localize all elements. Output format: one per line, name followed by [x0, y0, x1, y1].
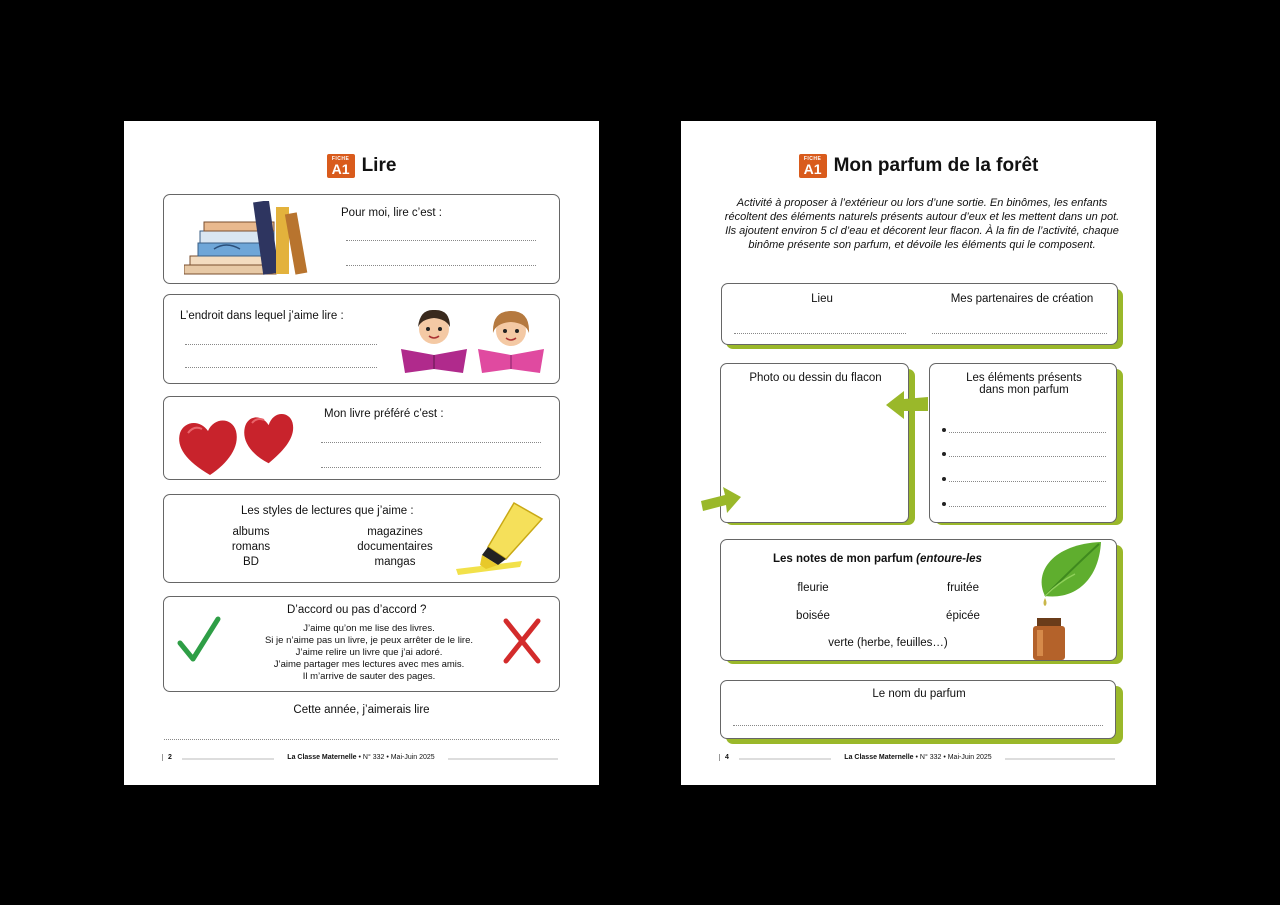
- page-title: [681, 154, 1156, 178]
- highlighter-icon: [454, 499, 554, 575]
- notes-label: [773, 553, 982, 565]
- footer-text: [836, 754, 1000, 761]
- partners-label: Mes partenaires de création: [950, 293, 1094, 305]
- fiche-badge: [327, 154, 355, 178]
- style-documentaires: documentaires: [357, 541, 433, 553]
- card-label: Pour moi, lire c’est :: [341, 207, 442, 219]
- badge-code: A1: [803, 160, 822, 177]
- answer-line[interactable]: [185, 367, 377, 368]
- lieu-input-line[interactable]: [734, 333, 906, 334]
- fiche-badge: [799, 154, 827, 178]
- bullet: [942, 428, 946, 432]
- element-input-line[interactable]: [949, 432, 1106, 433]
- card-label: Mon livre préféré c’est :: [324, 408, 444, 420]
- statement: Si je n’aime pas un livre, je peux arrêter de le lire.: [264, 635, 474, 646]
- footer-rule: [182, 758, 274, 760]
- card-label: L’endroit dans lequel j’aime lire :: [180, 310, 344, 322]
- leaf-bottle-icon: [1023, 538, 1117, 662]
- partners-input-line[interactable]: [932, 333, 1107, 334]
- page-number: 2: [162, 754, 172, 761]
- statement: J’aime partager mes lectures avec mes amis.: [273, 659, 465, 670]
- answer-line[interactable]: [321, 467, 541, 468]
- page-number: 4: [719, 754, 729, 761]
- statement: J’aime relire un livre que j’ai adoré.: [295, 647, 443, 658]
- card-lieu-partenaires: [721, 283, 1118, 345]
- page-footer: [162, 754, 560, 764]
- card-nom-parfum: [720, 680, 1116, 739]
- worksheet-page-lire: [124, 121, 599, 785]
- photo-label: Photo ou dessin du flacon: [749, 372, 882, 384]
- boy-reading-icon: [401, 303, 467, 375]
- card-label: Les styles de lectures que j’aime :: [241, 505, 414, 517]
- hearts-icon: [176, 403, 306, 477]
- name-input-line[interactable]: [733, 725, 1103, 726]
- answer-line[interactable]: [321, 442, 541, 443]
- page-footer: [719, 754, 1117, 764]
- magazine-name: La Classe Maternelle: [844, 754, 914, 761]
- cross-icon: [500, 617, 544, 665]
- card-lire-c-est: [163, 194, 560, 284]
- notes-label-italic: (entoure-les: [916, 553, 982, 565]
- style-mangas: mangas: [374, 556, 416, 568]
- bottom-prompt: Cette année, j’aimerais lire: [293, 704, 430, 716]
- footer-rule: [739, 758, 831, 760]
- notes-label-main: Les notes de mon parfum: [773, 553, 917, 565]
- badge-label: FICHE: [803, 155, 822, 162]
- page-title: [124, 154, 599, 178]
- badge-label: FICHE: [331, 155, 350, 162]
- badge-code: A1: [331, 160, 350, 177]
- style-magazines: magazines: [367, 526, 423, 538]
- bullet: [942, 452, 946, 456]
- answer-line[interactable]: [346, 240, 536, 241]
- element-input-line[interactable]: [949, 506, 1106, 507]
- elements-label-line1: Les éléments présents: [966, 372, 1082, 384]
- note-verte[interactable]: verte (herbe, feuilles…): [828, 637, 948, 649]
- elements-label-line2: dans mon parfum: [979, 384, 1069, 396]
- arrow-right-icon: [701, 483, 743, 517]
- element-input-line[interactable]: [949, 456, 1106, 457]
- books-icon: [184, 201, 322, 279]
- issue-info: • N° 332 • Mai-Juin 2025: [913, 754, 992, 761]
- style-bd: BD: [243, 556, 259, 568]
- card-photo-flacon[interactable]: [720, 363, 909, 523]
- style-romans: romans: [231, 541, 271, 553]
- note-epicee[interactable]: épicée: [946, 610, 980, 622]
- bullet: [942, 477, 946, 481]
- name-label: Le nom du parfum: [872, 688, 966, 700]
- footer-rule: [448, 758, 558, 760]
- lieu-label: Lieu: [811, 293, 833, 305]
- note-boisee[interactable]: boisée: [796, 610, 830, 622]
- bullet: [942, 502, 946, 506]
- arrow-left-icon: [886, 391, 928, 421]
- footer-text: [279, 754, 443, 761]
- note-fleurie[interactable]: fleurie: [797, 582, 829, 594]
- card-styles-lectures: [163, 494, 560, 583]
- card-elements: [929, 363, 1117, 523]
- card-livre-prefere: [163, 396, 560, 480]
- worksheet-page-parfum: [681, 121, 1156, 785]
- footer-rule: [1005, 758, 1115, 760]
- answer-line[interactable]: [346, 265, 536, 266]
- girl-reading-icon: [478, 303, 544, 375]
- card-endroit-lire: [163, 294, 560, 384]
- card-d-accord: [163, 596, 560, 692]
- magazine-name: La Classe Maternelle: [287, 754, 357, 761]
- statement: Il m’arrive de sauter des pages.: [302, 671, 436, 682]
- answer-line[interactable]: [164, 739, 559, 740]
- element-input-line[interactable]: [949, 481, 1106, 482]
- card-label: D’accord ou pas d’accord ?: [287, 604, 427, 616]
- check-icon: [177, 615, 221, 665]
- title-text: Mon parfum de la forêt: [833, 155, 1039, 176]
- answer-line[interactable]: [185, 344, 377, 345]
- statement: J’aime qu’on me lise des livres.: [303, 623, 435, 634]
- title-text: Lire: [361, 155, 397, 176]
- intro-text: Activité à proposer à l’extérieur ou lors d’une sortie. En binômes, les enfants récoltent des éléments naturels présents autour d’eux et les mettent dans un pot. Ils ajoutent environ 5 cl d’eau et décorent leur flacon. À la fin de l’activité, chaque binôme présente son parfum, et dévoile les éléments qui le composent.: [724, 197, 1120, 251]
- note-fruitee[interactable]: fruitée: [947, 582, 979, 594]
- card-notes: [720, 539, 1117, 661]
- style-albums: albums: [232, 526, 270, 538]
- issue-info: • N° 332 • Mai-Juin 2025: [356, 754, 435, 761]
